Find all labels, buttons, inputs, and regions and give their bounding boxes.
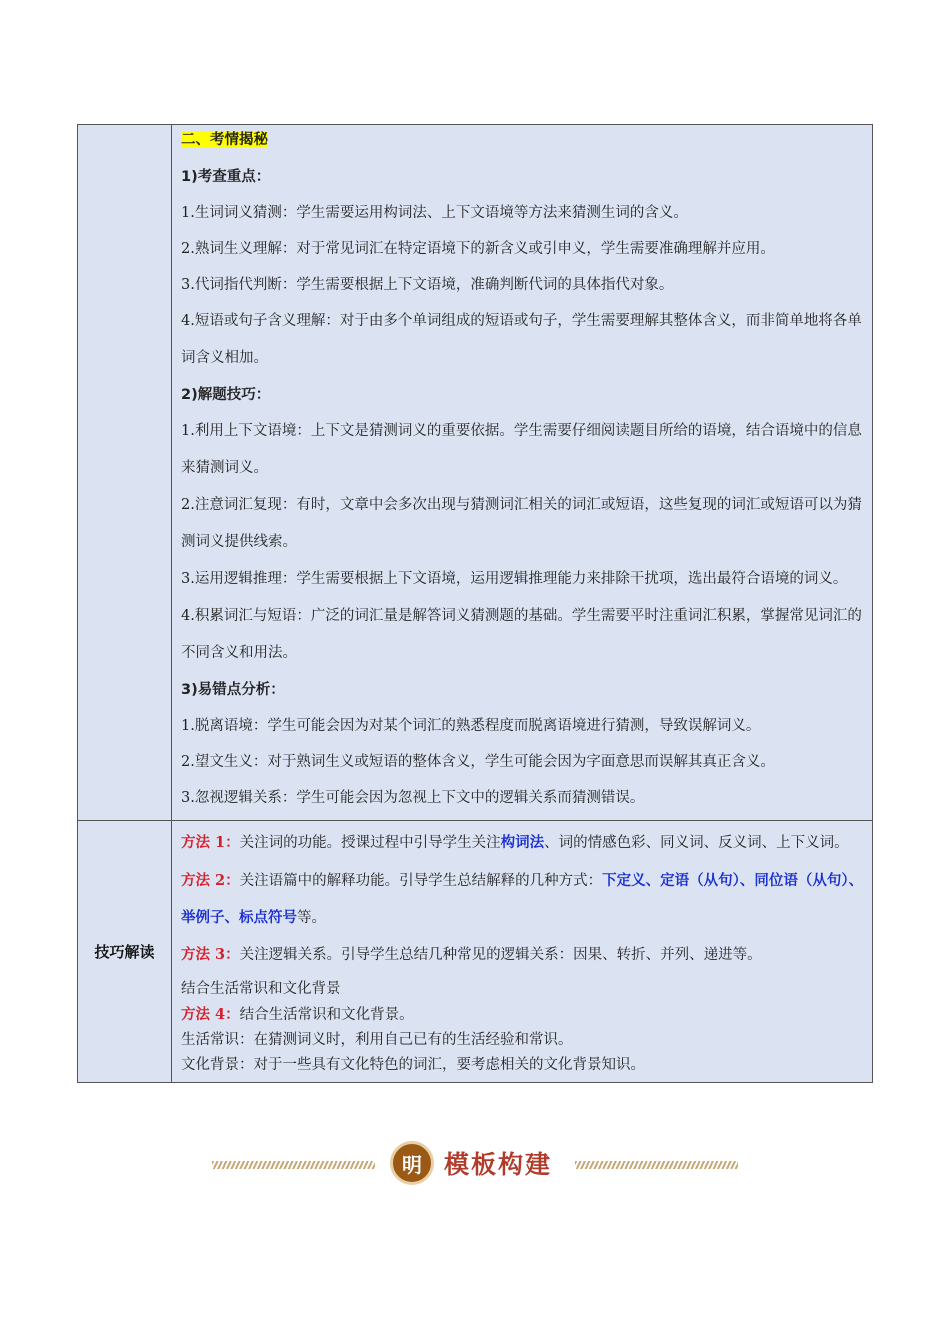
heading-focus: 1)考查重点： <box>181 169 271 185</box>
decorative-stripe-left <box>212 1161 375 1169</box>
section-title: 二、考情揭秘 <box>181 132 268 148</box>
heading-errors: 3)易错点分析： <box>181 682 285 698</box>
error-item: 3.忽视逻辑关系：学生可能会因为忽视上下文中的逻辑关系而猜测错误。 <box>181 790 645 806</box>
skill-item: 2.注意词汇复现：有时，文章中会多次出现与猜测词汇相关的词汇或短语，这些复现的词汇或短语可以为猜测词义提供线索。 <box>181 497 862 550</box>
culture-background: 文化背景：对于一些具有文化特色的词汇，要考虑相关的文化背景知识。 <box>181 1057 645 1073</box>
extra-note: 结合生活常识和文化背景 <box>181 981 341 997</box>
skill-item: 3.运用逻辑推理：学生需要根据上下文语境，运用逻辑推理能力来排除干扰项，选出最符合语境的词义。 <box>181 571 848 587</box>
content-table <box>77 124 873 1083</box>
decorative-stripe-right <box>575 1161 738 1169</box>
method-1-label: 方法 1： <box>181 834 240 851</box>
focus-item: 3.代词指代判断：学生需要根据上下文语境，准确判断代词的具体指代对象。 <box>181 277 674 293</box>
footer-title: 模板构建 <box>444 1150 553 1179</box>
table-row-techniques <box>78 820 872 1082</box>
focus-item: 1.生词词义猜测：学生需要运用构词法、上下文语境等方法来猜测生词的含义。 <box>181 205 688 221</box>
method-1-highlight: 构词法 <box>500 835 545 851</box>
method-1: 方法 1：关注词的功能。授课过程中引导学生关注构词法、词的情感色彩、同义词、反义词、上下义词。 <box>181 834 849 851</box>
exam-analysis-cell <box>172 125 872 820</box>
footer-banner <box>212 1138 738 1190</box>
skill-item: 1.利用上下文语境：上下文是猜测词义的重要依据。学生需要仔细阅读题目所给的语境，结合语境中的信息来猜测词义。 <box>181 423 862 476</box>
ming-badge-icon: 明 <box>390 1141 434 1185</box>
method-4: 方法 4：结合生活常识和文化背景。 <box>181 1006 414 1023</box>
method-2-highlight: 下定义、定语（从句）、同位语（从句）、举例子、标点符号 <box>181 873 864 926</box>
method-3-label: 方法 3： <box>181 946 240 963</box>
method-2-label: 方法 2： <box>181 872 240 889</box>
method-3: 方法 3：关注逻辑关系。引导学生总结几种常见的逻辑关系：因果、转折、并列、递进等。 <box>181 946 762 963</box>
error-item: 2.望文生义：对于熟词生义或短语的整体含义，学生可能会因为字面意思而误解其真正含义。 <box>181 754 775 770</box>
focus-item: 2.熟词生义理解：对于常见词汇在特定语境下的新含义或引申义，学生需要准确理解并应用。 <box>181 241 775 257</box>
heading-skills: 2)解题技巧： <box>181 387 271 403</box>
skill-item: 4.积累词汇与短语：广泛的词汇量是解答词义猜测题的基础。学生需要平时注重词汇积累，掌握常见词汇的不同含义和用法。 <box>181 608 862 661</box>
method-4-label: 方法 4： <box>181 1006 240 1023</box>
life-knowledge: 生活常识：在猜测词义时，利用自己已有的生活经验和常识。 <box>181 1032 573 1048</box>
method-2: 方法 2：关注语篇中的解释功能。引导学生总结解释的几种方式：下定义、定语（从句）、同位语（从句）、举例子、标点符号等。 <box>181 872 864 926</box>
focus-item: 4.短语或句子含义理解：对于由多个单词组成的短语或句子，学生需要理解其整体含义，而非简单地将各单词含义相加。 <box>181 313 862 366</box>
techniques-cell <box>172 821 872 1082</box>
row-label-empty <box>78 125 172 820</box>
row-label-techniques: 技巧解读 <box>78 821 172 1082</box>
error-item: 1.脱离语境：学生可能会因为对某个词汇的熟悉程度而脱离语境进行猜测，导致误解词义。 <box>181 718 761 734</box>
table-row-exam-analysis <box>78 125 872 820</box>
